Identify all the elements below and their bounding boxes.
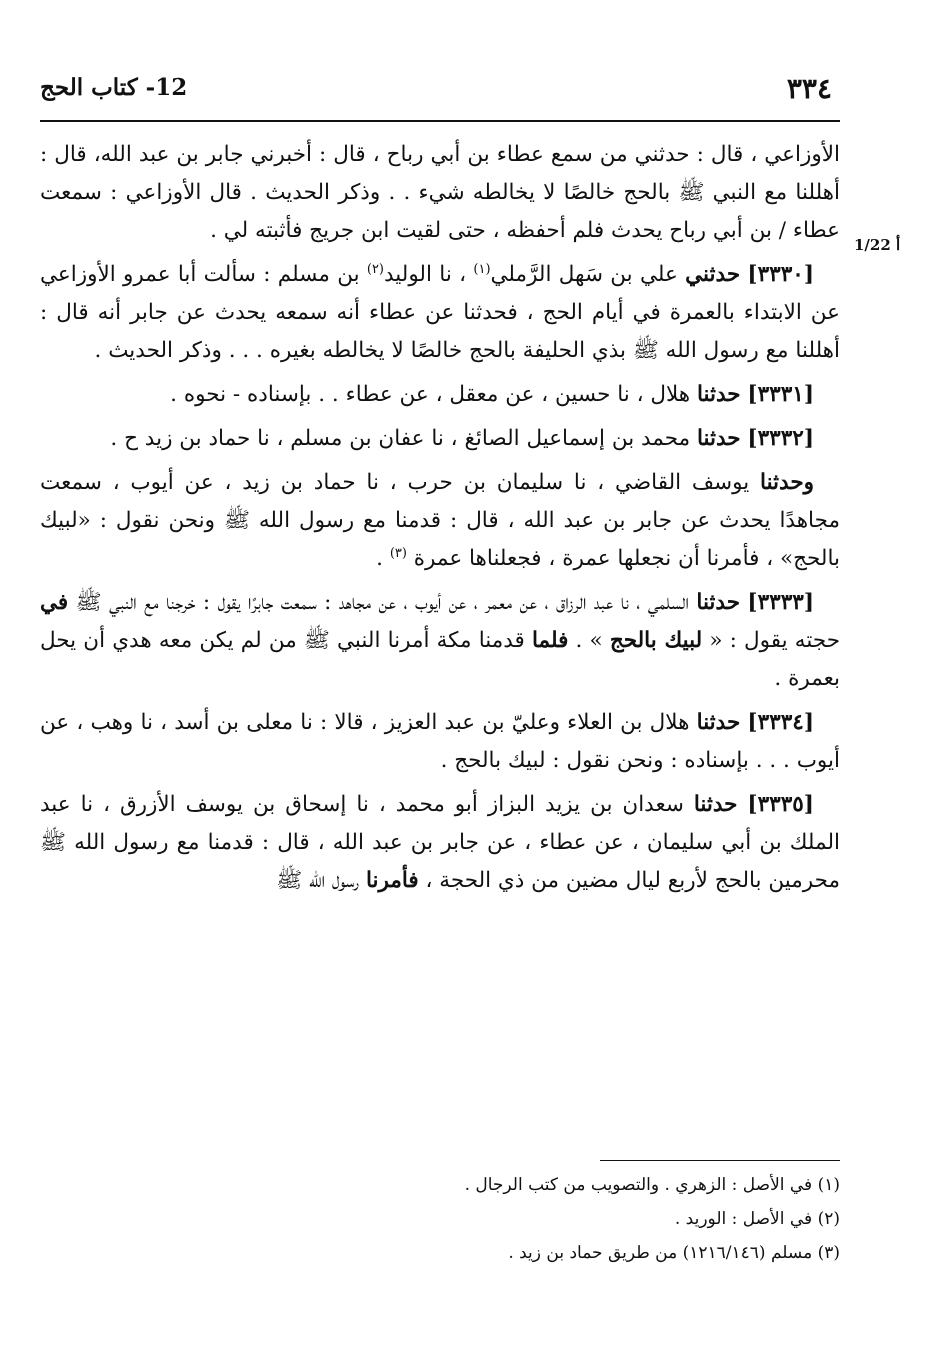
text-run: سعدان بن يزيد البزاز أبو محمد ، نا إسحاق بن يوسف الأزرق ، نا عبد الملك بن أبي سليمان ، عن عطاء ، عن جابر بن عبد الله ، قال : قدمنا مع رسول الله ﷺ محرمين بالحج لأربع ليال مضين من ذي الحجة ، bbox=[40, 792, 841, 893]
text-run: هلال ، نا حسين ، عن معقل ، عن عطاء . . بإسناده - نحوه . bbox=[170, 382, 697, 407]
footnote-marker: (٢) bbox=[366, 261, 384, 277]
footnote-1: (١) في الأصل : الزهري . والتصويب من كتب الرجال . bbox=[464, 1175, 840, 1195]
hadith-number: [٣٣٣٣] bbox=[747, 590, 814, 615]
hadith-3335 bbox=[40, 786, 840, 900]
header-rule bbox=[40, 120, 840, 122]
hadith-3333 bbox=[40, 584, 840, 698]
hadith-number: [٣٣٣١] bbox=[747, 382, 814, 407]
bold-text: حدثنا bbox=[696, 710, 741, 735]
bold-text: فأمرنا bbox=[365, 868, 419, 893]
text-run bbox=[737, 792, 747, 817]
hadith-3330 bbox=[40, 256, 840, 370]
hadith-3331 bbox=[40, 376, 840, 414]
text-run: الأوزاعي ، قال : حدثني من سمع عطاء بن أبي رباح ، قال : أخبرني جابر بن عبد الله، قال : أهللنا مع النبي ﷺ بالحج خالصًا لا يخالطه شيء . . وذكر الحديث . قال الأوزاعي : سمعت عطاء / بن أبي رباح يحدث فلم أحفظه ، حتى لقيت ابن جريج فأثبته لي . bbox=[40, 142, 840, 243]
text-run: ، نا الوليد bbox=[384, 262, 474, 287]
text-run: » . bbox=[568, 628, 610, 653]
text-run: السلمي ، نا عبد الرزاق ، عن معمر ، عن أيوب ، عن مجاهد : سمعت جابرًا يقول : خرجنا مع النبي ﷺ bbox=[68, 590, 697, 615]
bold-text: حدثنا bbox=[693, 792, 738, 817]
text-run: حجته يقول : « bbox=[702, 628, 840, 653]
bold-text: حدثنا bbox=[696, 426, 741, 451]
body-text bbox=[40, 136, 840, 906]
bold-text: وحدثنا bbox=[760, 470, 814, 495]
page-number: ٣٣٤ bbox=[786, 72, 832, 105]
text-run: رسول الله ﷺ bbox=[276, 868, 366, 893]
hadith-number: [٣٣٣٢] bbox=[747, 426, 814, 451]
bold-text: حدثني bbox=[685, 262, 741, 287]
text-run: يوسف القاضي ، نا سليمان بن حرب ، نا حماد بن زيد ، عن أيوب ، سمعت مجاهدًا يحدث عن جابر بن عبد الله ، قال : قدمنا مع رسول الله ﷺ ونحن نقول : «لبيك بالحج» ، فأمرنا أن نجعلها عمرة ، فجعلناها عمرة bbox=[40, 470, 840, 571]
bold-text: فلما bbox=[531, 628, 569, 653]
footnotes bbox=[40, 1168, 840, 1270]
hadith-number: [٣٣٣٤] bbox=[747, 710, 814, 735]
hadith-3334 bbox=[40, 704, 840, 780]
text-run: هلال بن العلاء وعليّ بن عبد العزيز ، قالا : نا معلى بن أسد ، نا وهب ، عن أيوب . . . بإسناده : ونحن نقول : لبيك بالحج . bbox=[40, 710, 840, 773]
hadith-3332-continuation bbox=[40, 464, 840, 578]
text-run: . bbox=[376, 546, 390, 571]
text-run: علي بن سَهل الرَّملي bbox=[490, 262, 686, 287]
hadith-number: [٣٣٣٥] bbox=[747, 792, 814, 817]
footnote-3: (٣) مسلم (١٢١٦/١٤٦) من طريق حماد بن زيد . bbox=[508, 1243, 840, 1263]
footnote-marker: (٣) bbox=[389, 545, 407, 561]
hadith-3332 bbox=[40, 420, 840, 458]
page-header bbox=[40, 62, 840, 110]
bold-text: في bbox=[40, 590, 69, 615]
footnote-rule bbox=[600, 1160, 840, 1161]
bold-text: حدثنا bbox=[696, 382, 741, 407]
bold-text: حدثنا bbox=[696, 590, 740, 615]
hadith-number: [٣٣٣٠] bbox=[747, 262, 814, 287]
footnote-2: (٢) في الأصل : الوريد . bbox=[674, 1209, 840, 1229]
text-run: محمد بن إسماعيل الصائغ ، نا عفان بن مسلم ، نا حماد بن زيد ح . bbox=[110, 426, 697, 451]
paragraph-p0 bbox=[40, 136, 840, 250]
bold-text: لبيك بالحج bbox=[609, 628, 703, 653]
text-run: قدمنا مكة أمرنا النبي ﷺ من لم يكن معه هدي أن يحل بعمرة . bbox=[40, 628, 840, 691]
footnote-marker: (١) bbox=[473, 261, 491, 277]
chapter-title: 12- كتاب الحج bbox=[40, 74, 188, 101]
margin-folio-reference: 1/22 أ bbox=[854, 236, 901, 254]
text-run: بن مسلم : سألت أبا عمرو الأوزاعي عن الابتداء بالعمرة في أيام الحج ، فحدثنا عن عطاء أنه سمعه يحدث عن جابر أنه قال : أهللنا مع رسول الله ﷺ بذي الحليفة بالحج خالصًا لا يخالطه بغيره . . . وذكر الحديث . bbox=[40, 262, 840, 363]
